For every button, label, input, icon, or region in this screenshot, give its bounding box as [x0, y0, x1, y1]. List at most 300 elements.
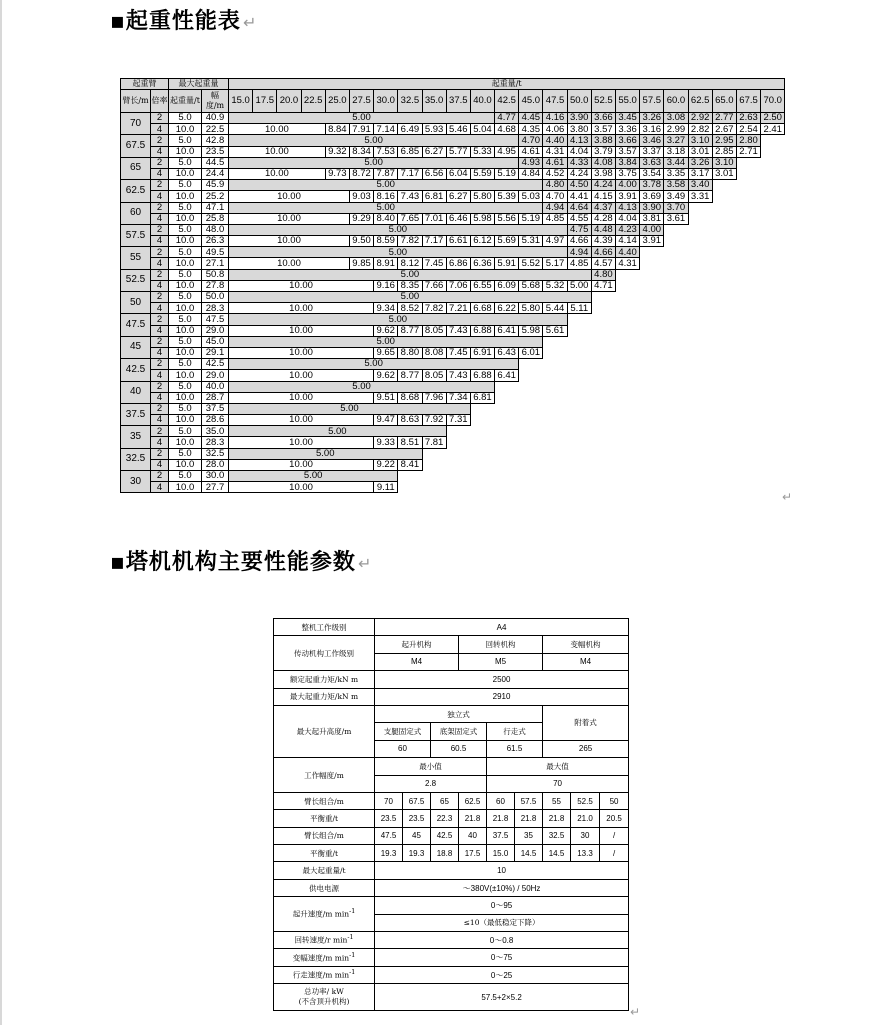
table-row [274, 810, 629, 827]
load-cell: 10.0 [169, 482, 202, 493]
cell-value: 21.8 [543, 810, 571, 827]
empty-cell [688, 202, 785, 213]
table-row [121, 202, 785, 213]
load-value-cell: 8.72 [349, 168, 373, 179]
table-row [274, 619, 629, 636]
load-value-cell: 3.17 [688, 168, 712, 179]
radius-header: 57.5 [640, 90, 664, 113]
empty-cell [712, 191, 785, 202]
cell-value: 2.8 [375, 775, 487, 792]
load-value-cell: 3.26 [688, 157, 712, 168]
load-value-cell: 3.18 [664, 146, 688, 157]
paragraph-mark: ↵ [782, 490, 793, 504]
load-value-cell: 6.41 [495, 370, 519, 381]
radius-cell: 47.5 [202, 314, 229, 325]
load-value-cell: 4.75 [567, 224, 591, 235]
constant-load-cell: 10.00 [229, 236, 350, 247]
superscript: -1 [349, 969, 356, 977]
load-value-cell: 4.04 [616, 213, 640, 224]
constant-load-cell: 10.00 [229, 213, 350, 224]
load-value-cell: 6.56 [422, 168, 446, 179]
load-cell: 5.0 [169, 202, 202, 213]
load-value-cell: 6.61 [446, 236, 470, 247]
load-value-cell: 3.49 [664, 191, 688, 202]
column-header: 行走式 [487, 723, 543, 740]
label-text: 行走速度/m min [292, 970, 350, 980]
empty-cell [422, 448, 785, 459]
empty-cell [543, 336, 785, 347]
constant-load-cell: 5.00 [229, 157, 519, 168]
empty-cell [446, 426, 785, 437]
cell-value: 18.8 [431, 845, 459, 862]
ratio-cell: 4 [151, 459, 169, 470]
cell-value: 10 [375, 862, 629, 879]
cell-value: 21.8 [515, 810, 543, 827]
empty-cell [470, 403, 784, 414]
load-value-cell: 4.68 [495, 124, 519, 135]
ratio-cell: 4 [151, 482, 169, 493]
load-value-cell: 8.35 [398, 280, 422, 291]
load-value-cell: 6.27 [422, 146, 446, 157]
cell-value: 40 [459, 827, 487, 844]
load-value-cell: 5.19 [519, 213, 543, 224]
load-value-cell: 7.31 [446, 415, 470, 426]
cell-value: 2500 [375, 671, 629, 688]
radius-header: 65.0 [712, 90, 736, 113]
radius-header: 50.0 [567, 90, 591, 113]
section-heading-load-chart: ▪起重性能表 ↵ [110, 9, 258, 34]
radius-cell: 27.1 [202, 258, 229, 269]
row-label: 臂长组合/m [274, 792, 375, 809]
load-value-cell: 5.91 [495, 258, 519, 269]
table-row [274, 932, 629, 949]
load-value-cell: 9.73 [325, 168, 349, 179]
load-value-cell: 4.39 [591, 236, 615, 247]
row-label [274, 932, 375, 949]
load-value-cell: 6.91 [470, 347, 494, 358]
load-value-cell: 4.61 [519, 146, 543, 157]
empty-cell [519, 370, 785, 381]
label-text: 总功率/ kW [304, 986, 344, 996]
table-row [121, 459, 785, 470]
table-row [274, 792, 629, 809]
load-value-cell: 5.52 [519, 258, 543, 269]
radius-cell: 47.1 [202, 202, 229, 213]
load-value-cell: 9.85 [349, 258, 373, 269]
load-value-cell: 9.65 [374, 347, 398, 358]
load-value-cell: 4.64 [567, 202, 591, 213]
load-value-cell: 4.80 [543, 180, 567, 191]
load-value-cell: 4.35 [519, 124, 543, 135]
load-value-cell: 3.81 [640, 213, 664, 224]
ratio-cell: 2 [151, 381, 169, 392]
load-value-cell: 9.33 [374, 437, 398, 448]
column-header: 起重量/t [229, 79, 785, 90]
load-cell: 10.0 [169, 325, 202, 336]
load-value-cell: 9.29 [349, 213, 373, 224]
load-value-cell: 4.31 [543, 146, 567, 157]
cell-value: 65 [431, 792, 459, 809]
load-value-cell: 2.67 [712, 124, 736, 135]
arm-length-cell: 35 [121, 426, 151, 448]
load-value-cell: 3.44 [664, 157, 688, 168]
ratio-cell: 4 [151, 124, 169, 135]
row-label: 传动机构工作级别 [274, 636, 375, 671]
radius-header: 25.0 [325, 90, 349, 113]
arm-length-cell: 47.5 [121, 314, 151, 336]
row-label: 工作幅度/m [274, 758, 375, 793]
load-value-cell: 3.36 [616, 124, 640, 135]
load-value-cell: 4.70 [543, 191, 567, 202]
load-value-cell: 4.40 [616, 247, 640, 258]
radius-header: 20.0 [277, 90, 301, 113]
radius-cell: 28.6 [202, 415, 229, 426]
ratio-cell: 4 [151, 213, 169, 224]
load-value-cell: 7.82 [398, 236, 422, 247]
load-value-cell: 7.34 [446, 392, 470, 403]
load-value-cell: 3.66 [616, 135, 640, 146]
load-value-cell: 5.03 [519, 191, 543, 202]
load-value-cell: 7.65 [398, 213, 422, 224]
load-value-cell: 8.05 [422, 370, 446, 381]
table-row [121, 247, 785, 258]
arm-length-cell: 67.5 [121, 135, 151, 157]
load-value-cell: 8.91 [374, 258, 398, 269]
constant-load-cell: 5.00 [229, 180, 543, 191]
radius-header: 52.5 [591, 90, 615, 113]
radius-header: 55.0 [616, 90, 640, 113]
load-value-cell: 3.79 [591, 146, 615, 157]
header-row [121, 90, 785, 113]
load-value-cell: 7.81 [422, 437, 446, 448]
arm-length-cell: 60 [121, 202, 151, 224]
constant-load-cell: 5.00 [229, 292, 592, 303]
load-value-cell: 7.21 [446, 303, 470, 314]
ratio-cell: 2 [151, 403, 169, 414]
cell-value: 70 [375, 792, 403, 809]
arm-length-cell: 30 [121, 471, 151, 493]
table-row [121, 437, 785, 448]
constant-load-cell: 10.00 [229, 437, 374, 448]
radius-cell: 28.3 [202, 303, 229, 314]
cell-value: 23.5 [403, 810, 431, 827]
table-row [121, 392, 785, 403]
table-row [121, 124, 785, 135]
load-value-cell: 5.98 [519, 325, 543, 336]
row-label [274, 897, 375, 932]
section-title: 塔机机构主要性能参数 [125, 550, 356, 575]
load-value-cell: 9.62 [374, 370, 398, 381]
table-row [121, 269, 785, 280]
ratio-cell: 4 [151, 168, 169, 179]
constant-load-cell: 5.00 [229, 135, 519, 146]
ratio-cell: 4 [151, 415, 169, 426]
load-value-cell: 4.52 [543, 168, 567, 179]
cell-value: 52.5 [571, 792, 600, 809]
constant-load-cell: 10.00 [229, 370, 374, 381]
load-value-cell: 6.49 [398, 124, 422, 135]
load-cell: 10.0 [169, 258, 202, 269]
load-value-cell: 3.54 [640, 168, 664, 179]
radius-header: 60.0 [664, 90, 688, 113]
constant-load-cell: 5.00 [229, 113, 495, 124]
load-value-cell: 4.00 [640, 224, 664, 235]
cell-value: M5 [459, 653, 543, 670]
radius-header: 27.5 [349, 90, 373, 113]
row-label: 最大起重量/t [274, 862, 375, 879]
constant-load-cell: 10.00 [229, 415, 374, 426]
table-row [121, 236, 785, 247]
radius-cell: 27.8 [202, 280, 229, 291]
cell-value: 30 [571, 827, 600, 844]
table-row [274, 897, 629, 914]
arm-length-cell: 37.5 [121, 403, 151, 425]
load-value-cell: 7.82 [422, 303, 446, 314]
radius-cell: 40.0 [202, 381, 229, 392]
load-cell: 5.0 [169, 157, 202, 168]
cell-value: ～380V(±10%) / 50Hz [375, 879, 629, 896]
table-row [121, 370, 785, 381]
load-value-cell: 4.48 [591, 224, 615, 235]
load-value-cell: 4.80 [591, 269, 615, 280]
load-value-cell: 8.59 [374, 236, 398, 247]
radius-header: 32.5 [398, 90, 422, 113]
constant-load-cell: 5.00 [229, 247, 568, 258]
empty-cell [640, 247, 785, 258]
load-value-cell: 6.27 [446, 191, 470, 202]
load-value-cell: 4.97 [543, 236, 567, 247]
load-value-cell: 6.81 [422, 191, 446, 202]
cell-value: 23.5 [375, 810, 403, 827]
constant-load-cell: 5.00 [229, 269, 592, 280]
table-row [121, 336, 785, 347]
arm-length-cell: 70 [121, 113, 151, 135]
load-value-cell: 2.92 [688, 113, 712, 124]
load-value-cell: 6.41 [495, 325, 519, 336]
table-row [121, 426, 785, 437]
radius-cell: 45.9 [202, 180, 229, 191]
radius-cell: 48.0 [202, 224, 229, 235]
cell-value: 57.5+2×5.2 [375, 984, 629, 1011]
table-row [121, 168, 785, 179]
load-value-cell: 4.50 [567, 180, 591, 191]
table-row [121, 292, 785, 303]
table-row [121, 415, 785, 426]
load-value-cell: 6.68 [470, 303, 494, 314]
load-value-cell: 7.43 [446, 325, 470, 336]
radius-cell: 45.0 [202, 336, 229, 347]
column-header: 底架固定式 [431, 723, 487, 740]
load-value-cell: 3.57 [616, 146, 640, 157]
table-row [121, 303, 785, 314]
load-value-cell: 4.41 [567, 191, 591, 202]
cell-value: 19.3 [403, 845, 431, 862]
load-value-cell: 9.34 [374, 303, 398, 314]
load-value-cell: 3.01 [712, 168, 736, 179]
cell-value: 62.5 [459, 792, 487, 809]
radius-header: 62.5 [688, 90, 712, 113]
cell-value: 61.5 [487, 740, 543, 757]
load-value-cell: 4.93 [519, 157, 543, 168]
label-text: 起升速度/m min [292, 909, 350, 919]
table-row [274, 879, 629, 896]
load-value-cell: 2.95 [712, 135, 736, 146]
table-row [274, 827, 629, 844]
load-value-cell: 6.55 [470, 280, 494, 291]
load-value-cell: 8.41 [398, 459, 422, 470]
table-row [274, 758, 629, 775]
column-header: 臂长/m [121, 90, 151, 113]
header-row [121, 79, 785, 90]
arm-length-cell: 55 [121, 247, 151, 269]
load-value-cell: 7.43 [398, 191, 422, 202]
load-cell: 10.0 [169, 370, 202, 381]
load-value-cell: 3.75 [616, 168, 640, 179]
radius-header: 35.0 [422, 90, 446, 113]
empty-cell [446, 437, 785, 448]
row-label: 最大起重力矩/kN m [274, 688, 375, 705]
load-cell: 5.0 [169, 224, 202, 235]
constant-load-cell: 10.00 [229, 191, 350, 202]
constant-load-cell: 5.00 [229, 471, 398, 482]
ratio-cell: 2 [151, 135, 169, 146]
column-header: 倍率 [151, 90, 169, 113]
empty-cell [736, 168, 784, 179]
table-row [274, 862, 629, 879]
cell-value: 42.5 [431, 827, 459, 844]
load-value-cell: 6.12 [470, 236, 494, 247]
paragraph-mark: ↵ [242, 13, 258, 32]
load-cell: 10.0 [169, 415, 202, 426]
empty-cell [664, 236, 785, 247]
empty-cell [495, 381, 785, 392]
table-row [121, 347, 785, 358]
load-value-cell: 3.46 [640, 135, 664, 146]
constant-load-cell: 5.00 [229, 224, 568, 235]
constant-load-cell: 10.00 [229, 303, 374, 314]
load-value-cell: 2.99 [664, 124, 688, 135]
cell-value: M4 [375, 653, 459, 670]
cell-value: 60 [375, 740, 431, 757]
empty-cell [567, 314, 785, 325]
page-margin-rule [0, 0, 2, 1025]
load-value-cell: 7.92 [422, 415, 446, 426]
load-value-cell: 7.87 [374, 168, 398, 179]
empty-cell [398, 482, 785, 493]
table-row [121, 448, 785, 459]
load-value-cell: 5.04 [470, 124, 494, 135]
load-value-cell: 8.80 [398, 347, 422, 358]
empty-cell [616, 269, 785, 280]
load-value-cell: 6.36 [470, 258, 494, 269]
load-value-cell: 9.50 [349, 236, 373, 247]
load-value-cell: 4.13 [567, 135, 591, 146]
load-value-cell: 2.71 [736, 146, 760, 157]
radius-header: 30.0 [374, 90, 398, 113]
load-cell: 10.0 [169, 437, 202, 448]
cell-value: 14.5 [543, 845, 571, 862]
load-cell: 10.0 [169, 191, 202, 202]
constant-load-cell: 10.00 [229, 392, 374, 403]
load-value-cell: 4.16 [543, 113, 567, 124]
load-value-cell: 5.00 [567, 280, 591, 291]
load-value-cell: 3.66 [591, 113, 615, 124]
load-value-cell: 3.16 [640, 124, 664, 135]
arm-length-cell: 57.5 [121, 224, 151, 246]
table-row [121, 135, 785, 146]
load-cell: 10.0 [169, 280, 202, 291]
load-value-cell: 8.68 [398, 392, 422, 403]
radius-cell: 28.0 [202, 459, 229, 470]
load-value-cell: 3.08 [664, 113, 688, 124]
load-value-cell: 5.68 [519, 280, 543, 291]
load-value-cell: 4.37 [591, 202, 615, 213]
radius-cell: 29.0 [202, 325, 229, 336]
cell-value: 0～0.8 [375, 932, 629, 949]
table-row [274, 671, 629, 688]
load-value-cell: 4.45 [519, 113, 543, 124]
load-value-cell: 9.16 [374, 280, 398, 291]
constant-load-cell: 10.00 [229, 325, 374, 336]
row-label: 平衡重/t [274, 810, 375, 827]
load-value-cell: 5.69 [495, 236, 519, 247]
load-value-cell: 7.06 [446, 280, 470, 291]
column-header: 起升机构 [375, 636, 459, 653]
cell-value: 21.0 [571, 810, 600, 827]
load-value-cell: 3.78 [640, 180, 664, 191]
load-value-cell: 4.24 [591, 180, 615, 191]
load-value-cell: 2.63 [736, 113, 760, 124]
constant-load-cell: 10.00 [229, 168, 326, 179]
load-value-cell: 8.52 [398, 303, 422, 314]
load-cell: 10.0 [169, 347, 202, 358]
constant-load-cell: 10.00 [229, 482, 374, 493]
load-value-cell: 9.51 [374, 392, 398, 403]
empty-cell [664, 224, 785, 235]
load-value-cell: 9.11 [374, 482, 398, 493]
column-header: 起重臂 [121, 79, 169, 90]
load-value-cell: 3.98 [591, 168, 615, 179]
load-value-cell: 7.01 [422, 213, 446, 224]
ratio-cell: 2 [151, 202, 169, 213]
section-heading-mechanism: ▪塔机机构主要性能参数 ↵ [110, 550, 373, 575]
load-value-cell: 5.33 [470, 146, 494, 157]
load-value-cell: 6.04 [446, 168, 470, 179]
arm-length-cell: 52.5 [121, 269, 151, 291]
radius-cell: 50.8 [202, 269, 229, 280]
load-value-cell: 8.16 [374, 191, 398, 202]
arm-length-cell: 62.5 [121, 180, 151, 202]
ratio-cell: 4 [151, 325, 169, 336]
load-cell: 5.0 [169, 135, 202, 146]
radius-cell: 28.3 [202, 437, 229, 448]
column-header: 支腿固定式 [375, 723, 431, 740]
load-cell: 10.0 [169, 124, 202, 135]
load-value-cell: 6.85 [398, 146, 422, 157]
load-value-cell: 6.01 [519, 347, 543, 358]
empty-cell [591, 292, 785, 303]
cell-value: 47.5 [375, 827, 403, 844]
empty-cell [616, 280, 785, 291]
superscript: -1 [349, 951, 356, 959]
radius-header: 45.0 [519, 90, 543, 113]
radius-header: 37.5 [446, 90, 470, 113]
constant-load-cell: 10.00 [229, 459, 374, 470]
load-value-cell: 4.77 [495, 113, 519, 124]
table-row [121, 157, 785, 168]
load-value-cell: 3.35 [664, 168, 688, 179]
radius-cell: 30.0 [202, 471, 229, 482]
